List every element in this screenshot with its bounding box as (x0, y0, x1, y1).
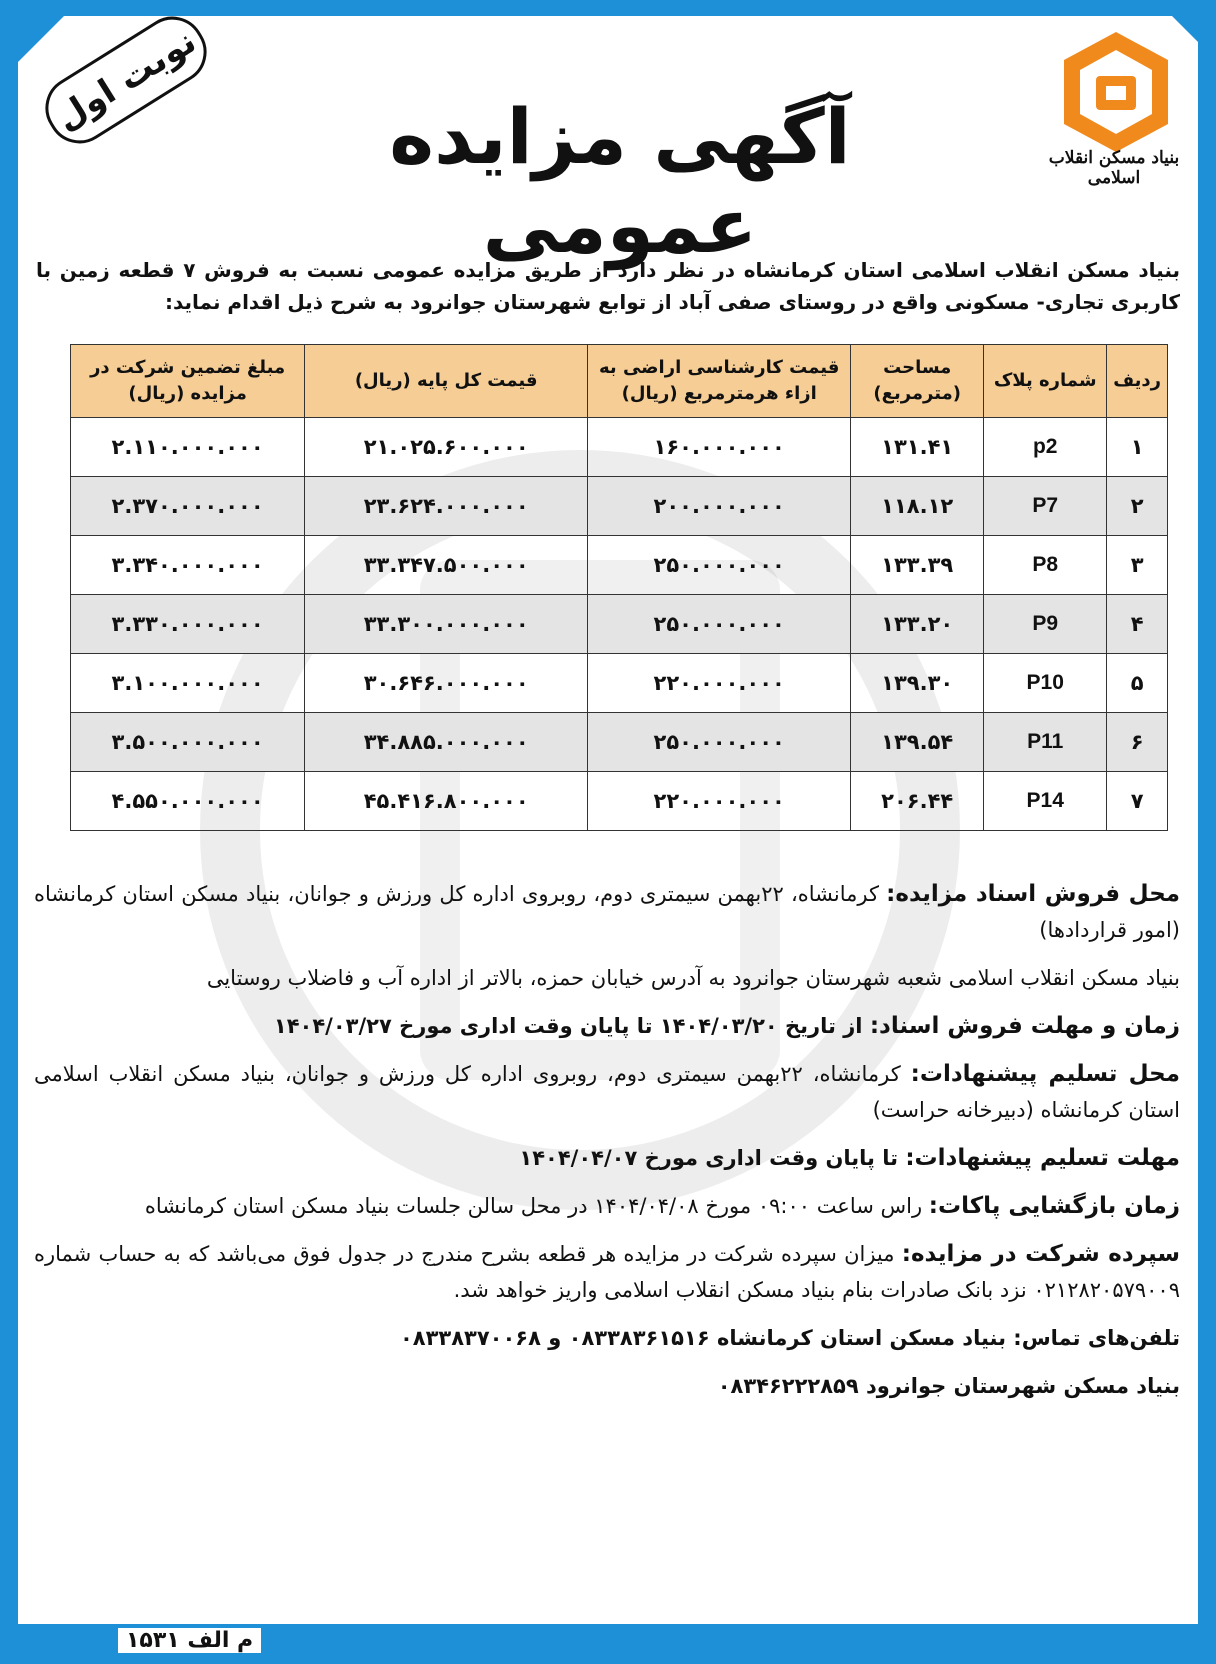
logo-caption: بنیاد مسکن انقلاب اسلامی (1048, 148, 1180, 188)
cell-plate: P11 (984, 713, 1107, 772)
cell-base-price: ۳۳.۳۰۰.۰۰۰.۰۰۰ (305, 595, 588, 654)
table-row (71, 772, 1168, 831)
cell-row: ۱ (1107, 418, 1168, 477)
submit-deadline-text: تا پایان وقت اداری مورخ ۱۴۰۴/۰۴/۰۷ (519, 1146, 906, 1170)
table-header-row (71, 345, 1168, 418)
cell-area: ۲۰۶.۴۴ (851, 772, 984, 831)
cell-area: ۱۳۹.۳۰ (851, 654, 984, 713)
cell-base-price: ۲۱.۰۲۵.۶۰۰.۰۰۰ (305, 418, 588, 477)
cell-price-per-meter: ۲۲۰.۰۰۰.۰۰۰ (588, 772, 851, 831)
cell-price-per-meter: ۱۶۰.۰۰۰.۰۰۰ (588, 418, 851, 477)
col-area: مساحت (مترمربع) (851, 345, 984, 418)
deposit-paragraph (34, 1236, 1180, 1308)
submit-place-text: کرمانشاه، ۲۲بهمن سیمتری دوم، روبروی اداره کل ورزش و جوانان، بنیاد مسکن انقلاب اسلامی استان کرمانشاه (دبیرخانه حراست) (34, 1062, 1180, 1122)
cell-base-price: ۴۵.۴۱۶.۸۰۰.۰۰۰ (305, 772, 588, 831)
col-plate-number: شماره پلاک (984, 345, 1107, 418)
auction-details (34, 876, 1180, 1416)
cell-row: ۲ (1107, 477, 1168, 536)
submit-place-label: محل تسلیم پیشنهادات: (910, 1061, 1180, 1087)
table-row (71, 477, 1168, 536)
opening-paragraph (34, 1188, 1180, 1224)
docs-place-text: کرمانشاه، ۲۲بهمن سیمتری دوم، روبروی اداره کل ورزش و جوانان، بنیاد مسکن استان کرمانشاه (امور قراردادها) (34, 882, 1180, 942)
round-badge: نوبت اول (33, 5, 218, 156)
deposit-label: سپرده شرکت در مزایده: (901, 1241, 1180, 1267)
cell-plate: p2 (984, 418, 1107, 477)
table-row (71, 418, 1168, 477)
cell-row: ۴ (1107, 595, 1168, 654)
cell-base-price: ۳۴.۸۸۵.۰۰۰.۰۰۰ (305, 713, 588, 772)
cell-plate: P8 (984, 536, 1107, 595)
cell-plate: P14 (984, 772, 1107, 831)
submit-deadline-paragraph (34, 1140, 1180, 1176)
docs-place-javanrud: بنیاد مسکن انقلاب اسلامی شعبه شهرستان جوانرود به آدرس خیابان حمزه، بالاتر از اداره آب و فاضلاب روستایی (206, 966, 1180, 990)
cell-guarantee: ۳.۵۰۰.۰۰۰.۰۰۰ (71, 713, 305, 772)
cell-plate: P10 (984, 654, 1107, 713)
cell-area: ۱۳۹.۵۴ (851, 713, 984, 772)
table-row (71, 654, 1168, 713)
cell-area: ۱۱۸.۱۲ (851, 477, 984, 536)
docs-time-text: از تاریخ ۱۴۰۴/۰۳/۲۰ تا پایان وقت اداری مورخ ۱۴۰۴/۰۳/۲۷ (273, 1014, 870, 1038)
cell-guarantee: ۲.۳۷۰.۰۰۰.۰۰۰ (71, 477, 305, 536)
docs-time-label: زمان و مهلت فروش اسناد: (869, 1013, 1180, 1039)
cell-base-price: ۳۳.۳۴۷.۵۰۰.۰۰۰ (305, 536, 588, 595)
footer-code: م الف ۱۵۳۱ (118, 1628, 261, 1653)
intro-paragraph: بنیاد مسکن انقلاب اسلامی استان کرمانشاه در نظر دارد از طریق مزایده عمومی نسبت به فروش ۷ قطعه زمین با کاربری تجاری- مسکونی واقع در روستای صفی آباد از توابع شهرستان جوانرود به شرح ذیل اقدام نماید: (36, 258, 1180, 314)
col-row-number: ردیف (1107, 345, 1168, 418)
cell-plate: P7 (984, 477, 1107, 536)
table-row (71, 536, 1168, 595)
deposit-text: میزان سپرده شرکت در مزایده هر قطعه بشرح مندرج در جدول فوق می‌باشد که به حساب شماره ۰۲۱۲۸۲۰۵۷۹۰۰۹ نزد بانک صادرات بنام بنیاد مسکن انقلاب اسلامی واریز خواهد شد. (34, 1242, 1180, 1302)
cell-base-price: ۳۰.۶۴۶.۰۰۰.۰۰۰ (305, 654, 588, 713)
docs-time-paragraph (34, 1008, 1180, 1044)
page-title: آگهی مزایده عمومی (389, 92, 851, 270)
cell-price-per-meter: ۲۵۰.۰۰۰.۰۰۰ (588, 536, 851, 595)
submit-deadline-label: مهلت تسلیم پیشنهادات: (905, 1145, 1180, 1171)
cell-base-price: ۲۳.۶۲۴.۰۰۰.۰۰۰ (305, 477, 588, 536)
cell-guarantee: ۳.۳۳۰.۰۰۰.۰۰۰ (71, 595, 305, 654)
cell-area: ۱۳۱.۴۱ (851, 418, 984, 477)
cell-area: ۱۳۳.۳۹ (851, 536, 984, 595)
cell-price-per-meter: ۲۰۰.۰۰۰.۰۰۰ (588, 477, 851, 536)
cell-price-per-meter: ۲۵۰.۰۰۰.۰۰۰ (588, 713, 851, 772)
col-base-price: قیمت کل پایه (ریال) (305, 345, 588, 418)
cell-area: ۱۳۳.۲۰ (851, 595, 984, 654)
frame-corner-left (0, 0, 80, 80)
auction-table (70, 344, 1168, 831)
cell-guarantee: ۲.۱۱۰.۰۰۰.۰۰۰ (71, 418, 305, 477)
docs-place-label: محل فروش اسناد مزایده: (886, 881, 1181, 907)
cell-row: ۷ (1107, 772, 1168, 831)
table-row (71, 595, 1168, 654)
cell-guarantee: ۳.۳۴۰.۰۰۰.۰۰۰ (71, 536, 305, 595)
javanrud-phone-line: بنیاد مسکن شهرستان جوانرود ۰۸۳۴۶۲۲۲۸۵۹ (717, 1374, 1180, 1398)
cell-plate: P9 (984, 595, 1107, 654)
col-guarantee: مبلغ تضمین شرکت در مزایده (ریال) (71, 345, 305, 418)
docs-place-paragraph (34, 876, 1180, 948)
cell-guarantee: ۴.۵۵۰.۰۰۰.۰۰۰ (71, 772, 305, 831)
cell-row: ۵ (1107, 654, 1168, 713)
submit-place-paragraph (34, 1056, 1180, 1128)
cell-price-per-meter: ۲۲۰.۰۰۰.۰۰۰ (588, 654, 851, 713)
opening-text: راس ساعت ۰۹:۰۰ مورخ ۱۴۰۴/۰۴/۰۸ در محل سالن جلسات بنیاد مسکن استان کرمانشاه (144, 1194, 929, 1218)
cell-row: ۶ (1107, 713, 1168, 772)
opening-label: زمان بازگشایی پاکات: (928, 1193, 1180, 1219)
cell-row: ۳ (1107, 536, 1168, 595)
table-row (71, 713, 1168, 772)
cell-price-per-meter: ۲۵۰.۰۰۰.۰۰۰ (588, 595, 851, 654)
phones-line: تلفن‌های تماس: بنیاد مسکن استان کرمانشاه ۰۸۳۳۸۳۶۱۵۱۶ و ۰۸۳۳۸۳۷۰۰۶۸ (399, 1326, 1180, 1350)
cell-guarantee: ۳.۱۰۰.۰۰۰.۰۰۰ (71, 654, 305, 713)
col-price-per-meter: قیمت کارشناسی اراضی به ازاء هرمترمربع (ریال) (588, 345, 851, 418)
